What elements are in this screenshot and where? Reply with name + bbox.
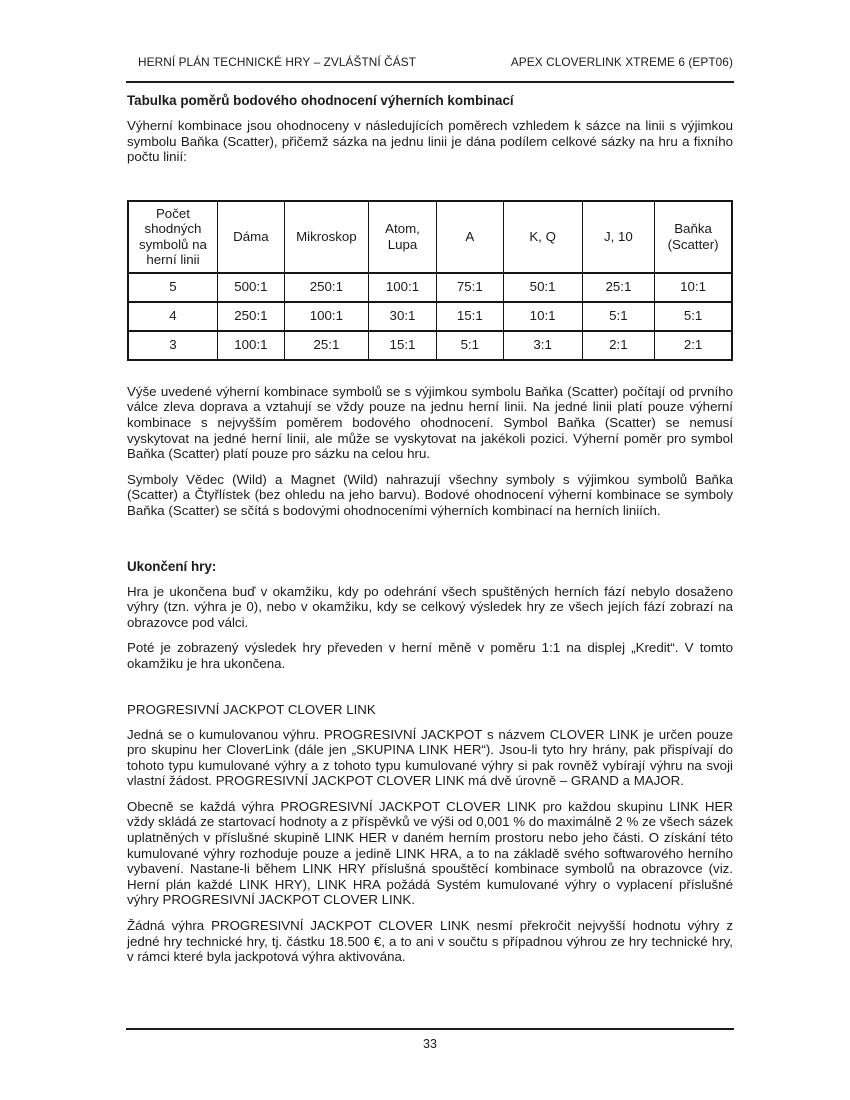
payout-table bbox=[127, 200, 733, 361]
table-header-cell: Baňka (Scatter) bbox=[655, 201, 732, 273]
game-ending-paragraph-2: Poté je zobrazený výsledek hry převeden v herní měně v poměru 1:1 na displej „Kredit“. V tomto okamžiku je hra ukončena. bbox=[127, 640, 733, 671]
table-header-cell: K, Q bbox=[503, 201, 582, 273]
table-cell: 5 bbox=[128, 273, 217, 302]
section-title: Tabulka poměrů bodového ohodnocení výherních kombinací bbox=[127, 93, 514, 108]
game-ending-heading: Ukončení hry: bbox=[127, 558, 217, 574]
game-ending-paragraph-1: Hra je ukončena buď v okamžiku, kdy po odehrání všech spuštěných herních fází nebylo dosaženo výhry (tzn. výhra je 0), nebo v okamžiku, kdy se celkový výsledek hry ze všech jejích fází zobrazí na obrazovce pod válci. bbox=[127, 583, 733, 630]
table-cell: 15:1 bbox=[368, 331, 436, 360]
table-row bbox=[128, 273, 732, 302]
table-cell: 25:1 bbox=[284, 331, 368, 360]
page-header bbox=[127, 56, 733, 69]
table-cell: 15:1 bbox=[437, 302, 503, 331]
wild-rules-paragraph: Symboly Vědec (Wild) a Magnet (Wild) nahrazují všechny symboly s výjimkou symbolů Baňka (Scatter) a Čtyřlístek (bez ohledu na jeho barvu). Bodové ohodnocení výherní kombinace se symboly Baňka (Scatter) se sčítá s bodovými ohodnoceními výherních kombinací na herních liniích. bbox=[127, 471, 733, 518]
header-rule bbox=[126, 81, 734, 83]
table-header-cell: Počet shodných symbolů na herní linii bbox=[128, 201, 217, 273]
footer-rule bbox=[126, 1028, 734, 1030]
table-cell: 5:1 bbox=[437, 331, 503, 360]
document-body bbox=[127, 93, 733, 975]
table-cell: 250:1 bbox=[217, 302, 284, 331]
table-cell: 100:1 bbox=[217, 331, 284, 360]
table-header-cell: Dáma bbox=[217, 201, 284, 273]
table-cell: 30:1 bbox=[368, 302, 436, 331]
jackpot-paragraph-3: Žádná výhra PROGRESIVNÍ JACKPOT CLOVER LINK nesmí překročit nejvyšší hodnotu výhry z jedné hry technické hry, tj. částku 18.500 €, a to ani v součtu s případnou výhrou ze hry technické hry, v rámci které byla jackpotová výhra aktivována. bbox=[127, 918, 733, 965]
table-cell: 250:1 bbox=[284, 273, 368, 302]
table-row bbox=[128, 302, 732, 331]
jackpot-paragraph-2: Obecně se každá výhra PROGRESIVNÍ JACKPOT CLOVER LINK pro každou skupinu LINK HER vždy skládá ze startovací hodnoty a z příspěvků ve výši od 0,001 % do maximálně 2 % ze všech sázek uplatněných v příslušné skupině LINK HER v daném herním prostoru nebo jeho části. O získání této kumulované výhry rozhoduje pouze a jedině LINK HRA, a to na základě svého softwarového herního vybavení. Nastane-li během LINK HRY příslušná spouštěcí kombinace symbolů na obrazovce (viz. Herní plán každé LINK HRY), LINK HRA požádá Systém kumulované výhry o vyplacení příslušné výhry PROGRESIVNÍ JACKPOT CLOVER LINK. bbox=[127, 798, 733, 908]
table-header-cell: J, 10 bbox=[582, 201, 654, 273]
table-cell: 75:1 bbox=[437, 273, 503, 302]
header-right-text: APEX CLOVERLINK XTREME 6 (EPT06) bbox=[510, 55, 733, 69]
table-cell: 2:1 bbox=[582, 331, 654, 360]
jackpot-paragraph-1: Jedná se o kumulovanou výhru. PROGRESIVNÍ JACKPOT s názvem CLOVER LINK je určen pouze pro skupinu her CloverLink (dále jen „SKUPINA LINK HER“). Jsou-li tyto hry hrány, pak přispívají do tohoto typu kumulované výhry a z tohoto typu kumulované výhry si pak rovněž vybírají výhru na svoji vlastní žádost. PROGRESIVNÍ JACKPOT CLOVER LINK má dvě úrovně – GRAND a MAJOR. bbox=[127, 726, 733, 789]
table-header-cell: Mikroskop bbox=[284, 201, 368, 273]
table-cell: 10:1 bbox=[655, 273, 732, 302]
table-header-cell: A bbox=[437, 201, 503, 273]
intro-paragraph: Výherní kombinace jsou ohodnoceny v následujících poměrech vzhledem k sázce na linii s výjimkou symbolu Baňka (Scatter), přičemž sázka na jednu linii je dána podílem celkové sázky na hru a fixního počtu linií: bbox=[127, 118, 733, 165]
table-cell: 100:1 bbox=[368, 273, 436, 302]
table-cell: 4 bbox=[128, 302, 217, 331]
page-number: 33 bbox=[423, 1037, 437, 1051]
table-row bbox=[128, 331, 732, 360]
table-cell: 25:1 bbox=[582, 273, 654, 302]
header-left-text: HERNÍ PLÁN TECHNICKÉ HRY – ZVLÁŠTNÍ ČÁST bbox=[138, 55, 417, 69]
table-cell: 500:1 bbox=[217, 273, 284, 302]
jackpot-heading: PROGRESIVNÍ JACKPOT CLOVER LINK bbox=[127, 701, 376, 717]
table-cell: 5:1 bbox=[655, 302, 732, 331]
table-cell: 5:1 bbox=[582, 302, 654, 331]
table-cell: 2:1 bbox=[655, 331, 732, 360]
table-header-cell: Atom, Lupa bbox=[368, 201, 436, 273]
table-cell: 3:1 bbox=[503, 331, 582, 360]
scatter-rules-paragraph: Výše uvedené výherní kombinace symbolů se s výjimkou symbolu Baňka (Scatter) počítají od prvního válce zleva doprava a vztahují se vždy pouze na jednu herní linii. Na jedné linii platí pouze výherní kombinace s nejvyšším poměrem bodového ohodnocení. Symbol Baňka (Scatter) se nemusí vyskytovat na jedné herní linii, ale může se vyskytovat na jakékoli pozici. Výherní poměr pro symbol Baňka (Scatter) platí pouze pro sázku na celou hru. bbox=[127, 383, 733, 462]
table-cell: 50:1 bbox=[503, 273, 582, 302]
table-cell: 10:1 bbox=[503, 302, 582, 331]
table-cell: 3 bbox=[128, 331, 217, 360]
table-cell: 100:1 bbox=[284, 302, 368, 331]
table-header-row bbox=[128, 201, 732, 273]
